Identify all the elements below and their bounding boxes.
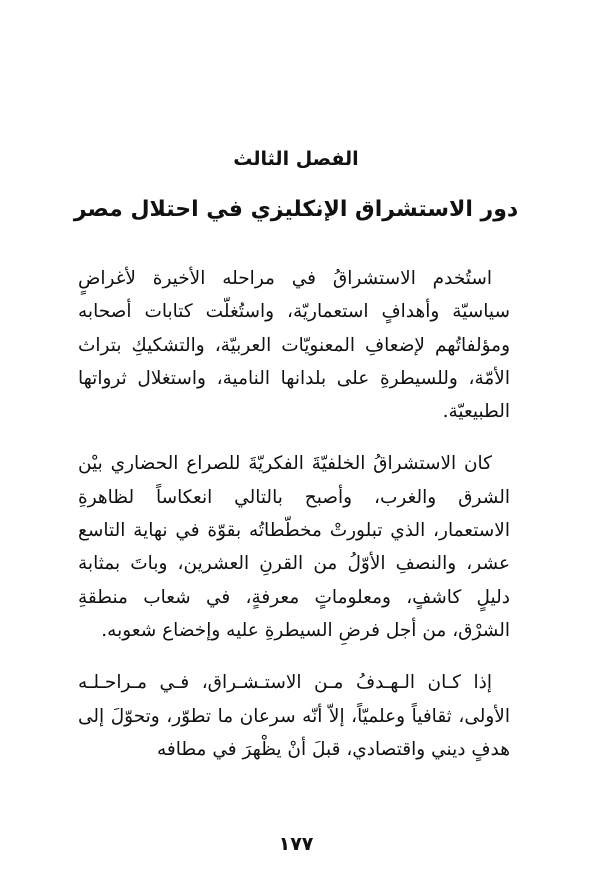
paragraph: كان الاستشراقُ الخلفيّةَ الفكريّةَ للصراع الحضاري بيْن الشرق والغرب، وأصبح بالتالي انعكاساً لظاهرةِ الاستعمار، الذي تبلورتْ مخطّطاتُه بقوّة في نهاية التاسع عشر، والنصفِ الأوّلُ من القرنِ العشرين، وباتَ بمثابة دليلٍ كاشفٍ، ومعلوماتٍ معرفةٍ، في شعاب منطقةِ الشرْق، من أجل فرضِ السيطرةِ عليه وإخضاع شعوبه. <box>78 453 510 641</box>
chapter-label: الفصل الثالث <box>233 148 359 170</box>
body-text <box>78 262 510 785</box>
page-number: ١٧٧ <box>278 833 314 855</box>
chapter-title: دور الاستشراق الإنكليزي في احتلال مصر <box>73 197 519 222</box>
paragraph: استُخدم الاستشراقُ في مراحله الأخيرة لأغراضٍ سياسيّة وأهدافٍ استعماريّة، واستُغلّت كتابات أصحابه ومؤلفاتُهم لإضعافِ المعنويّات العربيّة، والتشكيكِ بتراث الأمّة، وللسيطرةِ على بلدانها النامية، واستغلال ثرواتها الطبيعيّة. <box>78 268 510 423</box>
paragraph: إذا كـان الـهـدفُ مـن الاستـشـراق، فـي مـراحـلـه الأولى، ثقافياً وعلميّاً، إلاّ أنّه سرعان ما تطوّر، وتحوّلَ إلى هدفٍ ديني واقتصادي، قبلَ أنْ يظْهرَ في مطافه <box>78 672 510 760</box>
